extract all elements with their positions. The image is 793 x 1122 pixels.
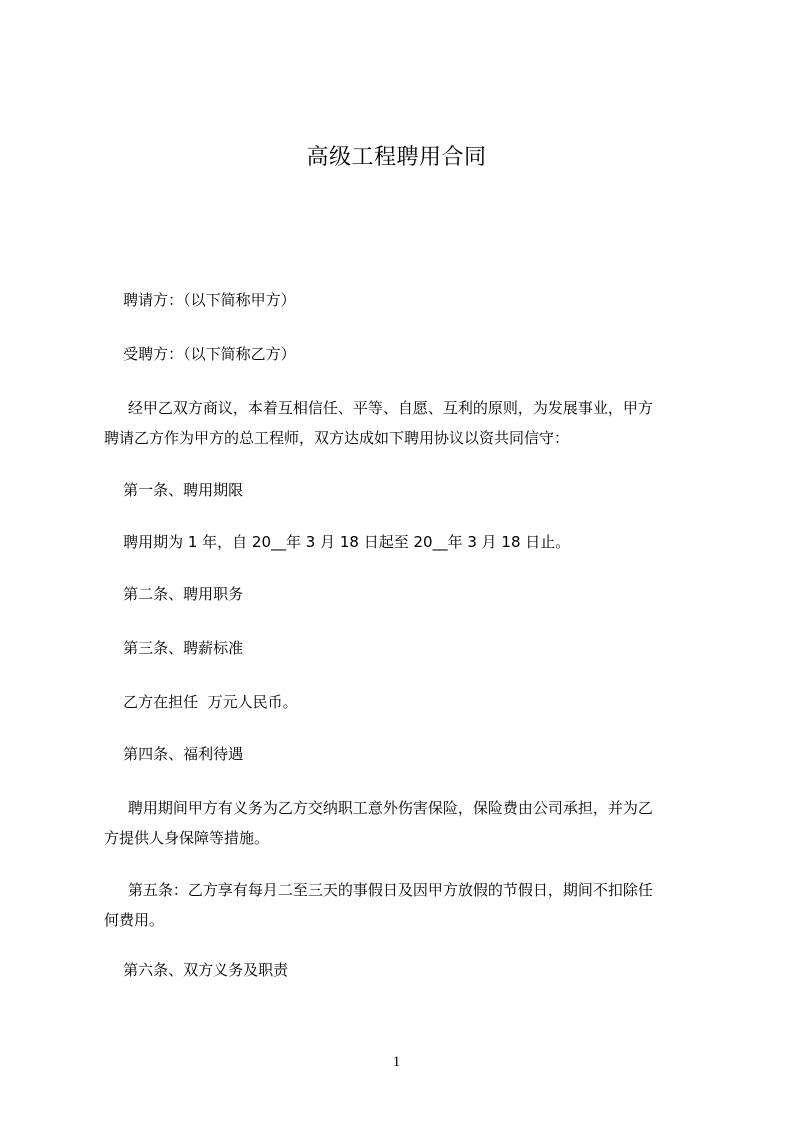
employee-line: 受聘方：（以下简称乙方） [104, 345, 296, 363]
page-number: 1 [392, 1054, 401, 1070]
article-3-body: 乙方在担任 万元人民币。 [104, 693, 298, 711]
article-1-heading: 第一条、聘用期限 [104, 481, 244, 499]
article-4-line-2: 方提供人身保障等措施。 [104, 829, 270, 847]
article-2-heading: 第二条、聘用职务 [104, 585, 244, 603]
article-4-line-1: 聘用期间甲方有义务为乙方交纳职工意外伤害保险，保险费由公司承担，并为乙 [104, 799, 653, 817]
contract-title: 高级工程聘用合同 [306, 145, 487, 170]
article-1-body: 聘用期为 1 年，自 20__年 3 月 18 日起至 20__年 3 月 18 日止。 [104, 533, 571, 551]
article-6-heading: 第六条、双方义务及职责 [104, 961, 289, 979]
article-4-paragraph [104, 793, 714, 853]
article-5-line-1: 第五条：乙方享有每月二至三天的事假日及因甲方放假的节假日，期间不扣除任 [104, 881, 653, 899]
article-5-paragraph [104, 875, 714, 935]
article-3-heading: 第三条、聘薪标准 [104, 639, 244, 657]
intro-line-2: 聘请乙方作为甲方的总工程师，双方达成如下聘用协议以资共同信守： [104, 429, 570, 447]
article-5-line-2: 何费用。 [104, 911, 165, 929]
intro-line-1: 经甲乙双方商议，本着互相信任、平等、自愿、互利的原则，为发展事业，甲方 [104, 399, 653, 417]
employer-line: 聘请方：（以下简称甲方） [104, 291, 296, 309]
intro-paragraph [104, 393, 714, 453]
article-4-heading: 第四条、福利待遇 [104, 745, 244, 763]
